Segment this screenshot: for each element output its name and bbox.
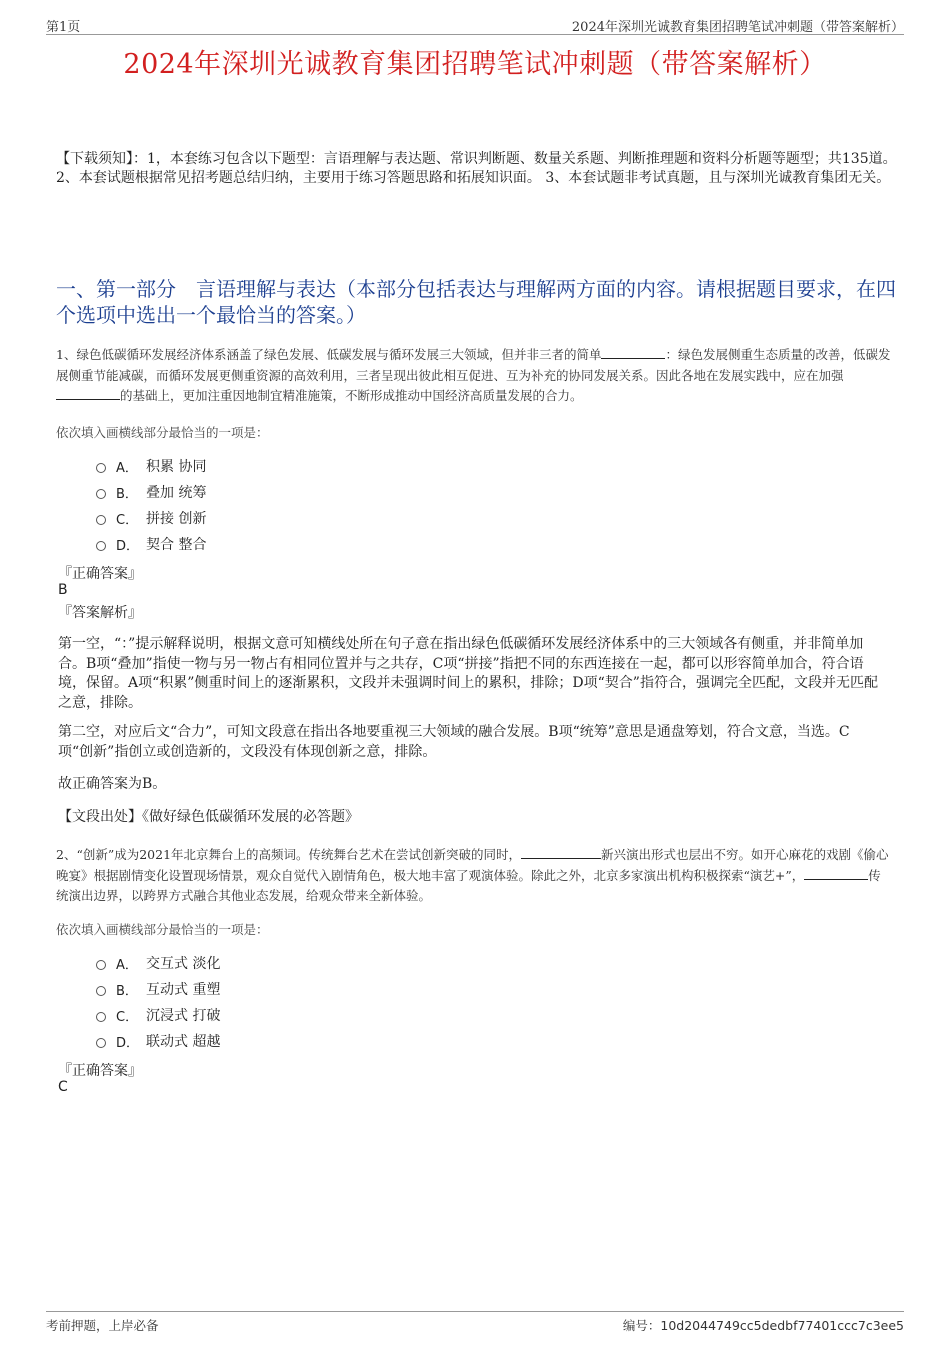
option-text: 联动式 超越 [146, 1034, 221, 1050]
page-number: 第1页 [46, 20, 81, 35]
question-1-option-c[interactable] [96, 505, 206, 531]
radio-icon[interactable] [96, 986, 106, 996]
question-2-blank-1 [521, 846, 601, 859]
question-1-text-part-a: 1、绿色低碳循环发展经济体系涵盖了绿色发展、低碳发展与循环发展三大领域，但并非三者的简单 [56, 347, 602, 362]
option-letter: C． [116, 1009, 139, 1025]
radio-icon[interactable] [96, 1012, 106, 1022]
question-1-text-part-b: ：绿色发展侧重生态质量的改善，低碳发展侧重节能减碳，而循环发展更侧重资源的高效利用，三者呈现出彼此相互促进、互为补充的协同发展关系。因此各地在发展实践中，应在加强 [56, 347, 891, 383]
question-1-answer: B [58, 582, 68, 598]
question-2-text [56, 845, 892, 907]
question-1-conclusion: 故正确答案为B。 [58, 776, 167, 792]
option-text: 沉浸式 打破 [146, 1008, 221, 1024]
question-1-answer-label: 『正确答案』 [58, 566, 142, 582]
question-1-blank-1 [601, 346, 665, 359]
question-1-prompt: 依次填入画横线部分最恰当的一项是： [56, 425, 269, 440]
download-notice: 【下载须知】：1，本套练习包含以下题型：言语理解与表达题、常识判断题、数量关系题、判断推理题和资料分析题等题型；共135道。 2、本套试题根据常见招考题总结归纳，主要用于练习答题思路和拓展知识面。 3、本套试题非考试真题，且与深圳光诚教育集团无关。 [56, 151, 897, 186]
option-text: 拼接 创新 [146, 511, 207, 527]
question-1-analysis-paragraph-2: 第二空，对应后文“合力”，可知文段意在指出各地要重视三大领域的融合发展。B项“统筹”意思是通盘筹划，符合文意，当选。C项“创新”指创立或创造新的，文段没有体现创新之意，排除。 [58, 724, 850, 760]
question-1-text-part-c: 的基础上，更加注重因地制宜精准施策，不断形成推动中国经济高质量发展的合力。 [120, 388, 583, 403]
option-letter: B． [116, 486, 138, 502]
question-1-option-d[interactable] [96, 531, 206, 557]
option-letter: C． [116, 512, 139, 528]
question-1-analysis-label: 『答案解析』 [58, 605, 142, 621]
question-2-option-d[interactable] [96, 1028, 220, 1054]
question-2-answer: C [58, 1079, 68, 1095]
footer-slogan: 考前押题，上岸必备 [46, 1318, 159, 1333]
question-1-text [56, 345, 892, 407]
option-text: 积累 协同 [146, 459, 207, 475]
radio-icon[interactable] [96, 960, 106, 970]
radio-icon[interactable] [96, 515, 106, 525]
question-2-text-part-c: 传统演出边界，以跨界方式融合其他业态发展，给观众带来全新体验。 [56, 867, 881, 903]
question-1-option-b[interactable] [96, 479, 206, 505]
question-2-answer-label: 『正确答案』 [58, 1063, 142, 1079]
question-2-prompt: 依次填入画横线部分最恰当的一项是： [56, 922, 269, 937]
option-text: 契合 整合 [146, 537, 207, 553]
page-header [46, 14, 904, 35]
question-1-option-a[interactable] [96, 453, 206, 479]
footer-code [623, 1316, 904, 1334]
question-2-option-b[interactable] [96, 976, 220, 1002]
question-2-option-c[interactable] [96, 1002, 220, 1028]
radio-icon[interactable] [96, 1038, 106, 1048]
question-1-options [96, 453, 206, 557]
option-letter: A． [116, 460, 138, 476]
option-letter: D． [116, 1035, 140, 1051]
page-footer [46, 1311, 904, 1334]
option-text: 互动式 重塑 [146, 982, 221, 998]
section-title: 一、第一部分 言语理解与表达（本部分包括表达与理解两方面的内容。请根据题目要求，在四个选项中选出一个最恰当的答案。） [56, 277, 896, 327]
radio-icon[interactable] [96, 489, 106, 499]
footer-code-label: 编号： [622, 1318, 661, 1333]
radio-icon[interactable] [96, 463, 106, 473]
question-1-analysis-paragraph-1: 第一空，“：”提示解释说明，根据文意可知横线处所在句子意在指出绿色低碳循环发展经济体系中的三大领域各有侧重，并非简单加合。B项“叠加”指使一物与另一物占有相同位置并与之共存，C项“拼接”指把不同的东西连接在一起，都可以形容简单加合，符合语境，保留。A项“积累”侧重时间上的逐渐累积，文段并未强调时间上的累积，排除；D项“契合”指符合，强调完全匹配，文段并无匹配之意，排除。 [58, 636, 878, 711]
radio-icon[interactable] [96, 541, 106, 551]
option-text: 叠加 统筹 [146, 485, 207, 501]
footer-code-value: 10d2044749cc5dedbf77401ccc7c3ee5 [660, 1318, 904, 1333]
question-2-option-a[interactable] [96, 950, 220, 976]
question-1-source: 【文段出处】《做好绿色低碳循环发展的必答题》 [58, 809, 359, 825]
document-title: 2024年深圳光诚教育集团招聘笔试冲刺题（带答案解析） [123, 49, 827, 80]
option-text: 交互式 淡化 [146, 956, 221, 972]
option-letter: A． [116, 957, 138, 973]
option-letter: B． [116, 983, 138, 999]
question-2-text-part-a: 2、“创新”成为2021年北京舞台上的高频词。传统舞台艺术在尝试创新突破的同时， [56, 847, 522, 862]
question-1-blank-2 [56, 387, 120, 400]
question-2-options [96, 950, 220, 1054]
question-2-text-part-b: 新兴演出形式也层出不穷。如开心麻花的戏剧《偷心晚宴》根据剧情变化设置现场情景，观众自觉代入剧情角色，极大地丰富了观演体验。除此之外，北京多家演出机构积极探索“演艺+”， [56, 847, 889, 883]
header-doc-title: 2024年深圳光诚教育集团招聘笔试冲刺题（带答案解析） [571, 20, 904, 35]
question-2-blank-2 [804, 867, 868, 880]
option-letter: D． [116, 538, 140, 554]
